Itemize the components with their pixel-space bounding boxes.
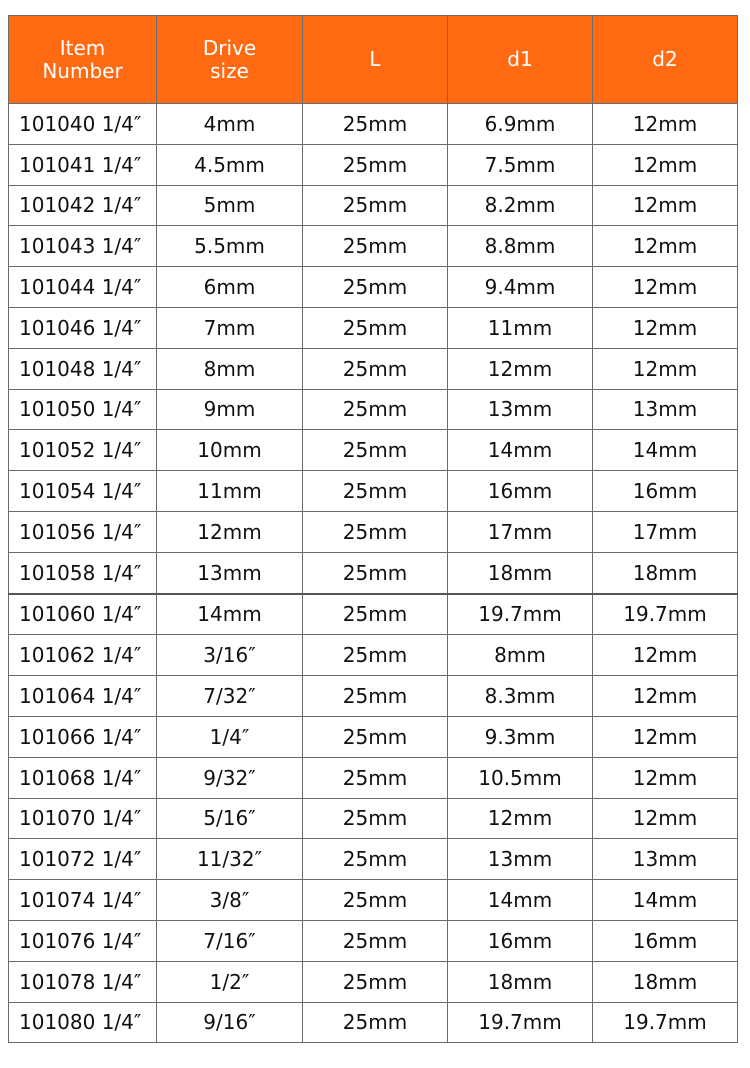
cell-d1: 14mm [448, 430, 593, 471]
cell-l: 25mm [303, 471, 448, 512]
cell-item-number: 101068 1/4″ [9, 757, 157, 798]
cell-l: 25mm [303, 839, 448, 880]
table-row [9, 1002, 738, 1043]
cell-l: 25mm [303, 226, 448, 267]
table-row [9, 267, 738, 308]
header-item-number: Item Number [9, 16, 157, 104]
table-row [9, 594, 738, 635]
cell-item-number: 101050 1/4″ [9, 389, 157, 430]
cell-d1: 8.2mm [448, 185, 593, 226]
table-row [9, 798, 738, 839]
cell-item-number: 101064 1/4″ [9, 676, 157, 717]
cell-l: 25mm [303, 920, 448, 961]
cell-l: 25mm [303, 185, 448, 226]
cell-drive-size: 7/16″ [157, 920, 303, 961]
cell-drive-size: 12mm [157, 511, 303, 552]
cell-d1: 9.4mm [448, 267, 593, 308]
cell-item-number: 101070 1/4″ [9, 798, 157, 839]
cell-d2: 12mm [593, 104, 738, 145]
cell-d1: 16mm [448, 920, 593, 961]
cell-item-number: 101046 1/4″ [9, 307, 157, 348]
cell-d2: 19.7mm [593, 594, 738, 635]
cell-d1: 8mm [448, 635, 593, 676]
cell-item-number: 101042 1/4″ [9, 185, 157, 226]
cell-item-number: 101066 1/4″ [9, 716, 157, 757]
table-row [9, 961, 738, 1002]
cell-d2: 17mm [593, 511, 738, 552]
table-row [9, 471, 738, 512]
cell-item-number: 101074 1/4″ [9, 880, 157, 921]
cell-drive-size: 9/32″ [157, 757, 303, 798]
cell-drive-size: 1/4″ [157, 716, 303, 757]
cell-l: 25mm [303, 511, 448, 552]
cell-item-number: 101048 1/4″ [9, 348, 157, 389]
cell-l: 25mm [303, 757, 448, 798]
cell-d2: 12mm [593, 757, 738, 798]
cell-l: 25mm [303, 635, 448, 676]
header-drive-size: Drive size [157, 16, 303, 104]
header-row [9, 16, 738, 104]
cell-l: 25mm [303, 880, 448, 921]
cell-d1: 7.5mm [448, 144, 593, 185]
cell-l: 25mm [303, 430, 448, 471]
cell-d1: 13mm [448, 389, 593, 430]
cell-l: 25mm [303, 1002, 448, 1043]
cell-item-number: 101043 1/4″ [9, 226, 157, 267]
cell-l: 25mm [303, 552, 448, 593]
header-d2: d2 [593, 16, 738, 104]
cell-d2: 13mm [593, 389, 738, 430]
cell-d2: 18mm [593, 552, 738, 593]
cell-drive-size: 13mm [157, 552, 303, 593]
cell-item-number: 101080 1/4″ [9, 1002, 157, 1043]
table-row [9, 880, 738, 921]
cell-d1: 19.7mm [448, 594, 593, 635]
cell-d1: 14mm [448, 880, 593, 921]
table-header [9, 16, 738, 104]
cell-drive-size: 7mm [157, 307, 303, 348]
cell-drive-size: 5mm [157, 185, 303, 226]
spec-table-container [8, 15, 737, 1043]
cell-item-number: 101076 1/4″ [9, 920, 157, 961]
cell-drive-size: 10mm [157, 430, 303, 471]
cell-d1: 19.7mm [448, 1002, 593, 1043]
cell-item-number: 101040 1/4″ [9, 104, 157, 145]
cell-l: 25mm [303, 798, 448, 839]
cell-d1: 17mm [448, 511, 593, 552]
cell-d2: 12mm [593, 635, 738, 676]
cell-item-number: 101054 1/4″ [9, 471, 157, 512]
cell-item-number: 101062 1/4″ [9, 635, 157, 676]
cell-d1: 9.3mm [448, 716, 593, 757]
cell-item-number: 101060 1/4″ [9, 594, 157, 635]
cell-drive-size: 11mm [157, 471, 303, 512]
table-row [9, 144, 738, 185]
cell-l: 25mm [303, 961, 448, 1002]
cell-drive-size: 4mm [157, 104, 303, 145]
cell-item-number: 101072 1/4″ [9, 839, 157, 880]
cell-l: 25mm [303, 307, 448, 348]
cell-d2: 12mm [593, 716, 738, 757]
cell-drive-size: 9mm [157, 389, 303, 430]
cell-d2: 12mm [593, 267, 738, 308]
cell-d2: 14mm [593, 880, 738, 921]
cell-d1: 6.9mm [448, 104, 593, 145]
cell-l: 25mm [303, 267, 448, 308]
table-row [9, 104, 738, 145]
table-body [9, 104, 738, 1043]
cell-d1: 10.5mm [448, 757, 593, 798]
cell-d2: 14mm [593, 430, 738, 471]
cell-d2: 18mm [593, 961, 738, 1002]
cell-d2: 12mm [593, 798, 738, 839]
cell-d1: 11mm [448, 307, 593, 348]
cell-d2: 12mm [593, 226, 738, 267]
cell-d2: 16mm [593, 920, 738, 961]
cell-d2: 12mm [593, 144, 738, 185]
cell-drive-size: 8mm [157, 348, 303, 389]
table-row [9, 552, 738, 593]
cell-drive-size: 14mm [157, 594, 303, 635]
cell-d1: 18mm [448, 552, 593, 593]
cell-item-number: 101041 1/4″ [9, 144, 157, 185]
cell-l: 25mm [303, 104, 448, 145]
cell-item-number: 101058 1/4″ [9, 552, 157, 593]
cell-d2: 19.7mm [593, 1002, 738, 1043]
cell-drive-size: 3/16″ [157, 635, 303, 676]
table-row [9, 389, 738, 430]
cell-d2: 16mm [593, 471, 738, 512]
header-d1: d1 [448, 16, 593, 104]
table-row [9, 226, 738, 267]
cell-l: 25mm [303, 389, 448, 430]
table-row [9, 430, 738, 471]
cell-drive-size: 3/8″ [157, 880, 303, 921]
cell-drive-size: 5/16″ [157, 798, 303, 839]
cell-d1: 8.8mm [448, 226, 593, 267]
cell-d1: 12mm [448, 798, 593, 839]
cell-drive-size: 9/16″ [157, 1002, 303, 1043]
cell-l: 25mm [303, 144, 448, 185]
cell-l: 25mm [303, 676, 448, 717]
cell-drive-size: 4.5mm [157, 144, 303, 185]
cell-drive-size: 11/32″ [157, 839, 303, 880]
cell-drive-size: 7/32″ [157, 676, 303, 717]
cell-d1: 12mm [448, 348, 593, 389]
cell-item-number: 101044 1/4″ [9, 267, 157, 308]
cell-d1: 8.3mm [448, 676, 593, 717]
cell-d1: 18mm [448, 961, 593, 1002]
spec-table [8, 15, 738, 1043]
cell-l: 25mm [303, 716, 448, 757]
cell-item-number: 101078 1/4″ [9, 961, 157, 1002]
cell-d2: 13mm [593, 839, 738, 880]
table-row [9, 920, 738, 961]
cell-drive-size: 5.5mm [157, 226, 303, 267]
cell-d1: 13mm [448, 839, 593, 880]
table-row [9, 716, 738, 757]
cell-d2: 12mm [593, 676, 738, 717]
cell-l: 25mm [303, 348, 448, 389]
table-row [9, 348, 738, 389]
table-row [9, 185, 738, 226]
table-row [9, 839, 738, 880]
table-row [9, 676, 738, 717]
cell-l: 25mm [303, 594, 448, 635]
cell-d2: 12mm [593, 348, 738, 389]
cell-d1: 16mm [448, 471, 593, 512]
cell-d2: 12mm [593, 185, 738, 226]
cell-drive-size: 1/2″ [157, 961, 303, 1002]
table-row [9, 307, 738, 348]
table-row [9, 757, 738, 798]
cell-d2: 12mm [593, 307, 738, 348]
cell-item-number: 101052 1/4″ [9, 430, 157, 471]
table-row [9, 511, 738, 552]
header-l: L [303, 16, 448, 104]
cell-drive-size: 6mm [157, 267, 303, 308]
cell-item-number: 101056 1/4″ [9, 511, 157, 552]
table-row [9, 635, 738, 676]
